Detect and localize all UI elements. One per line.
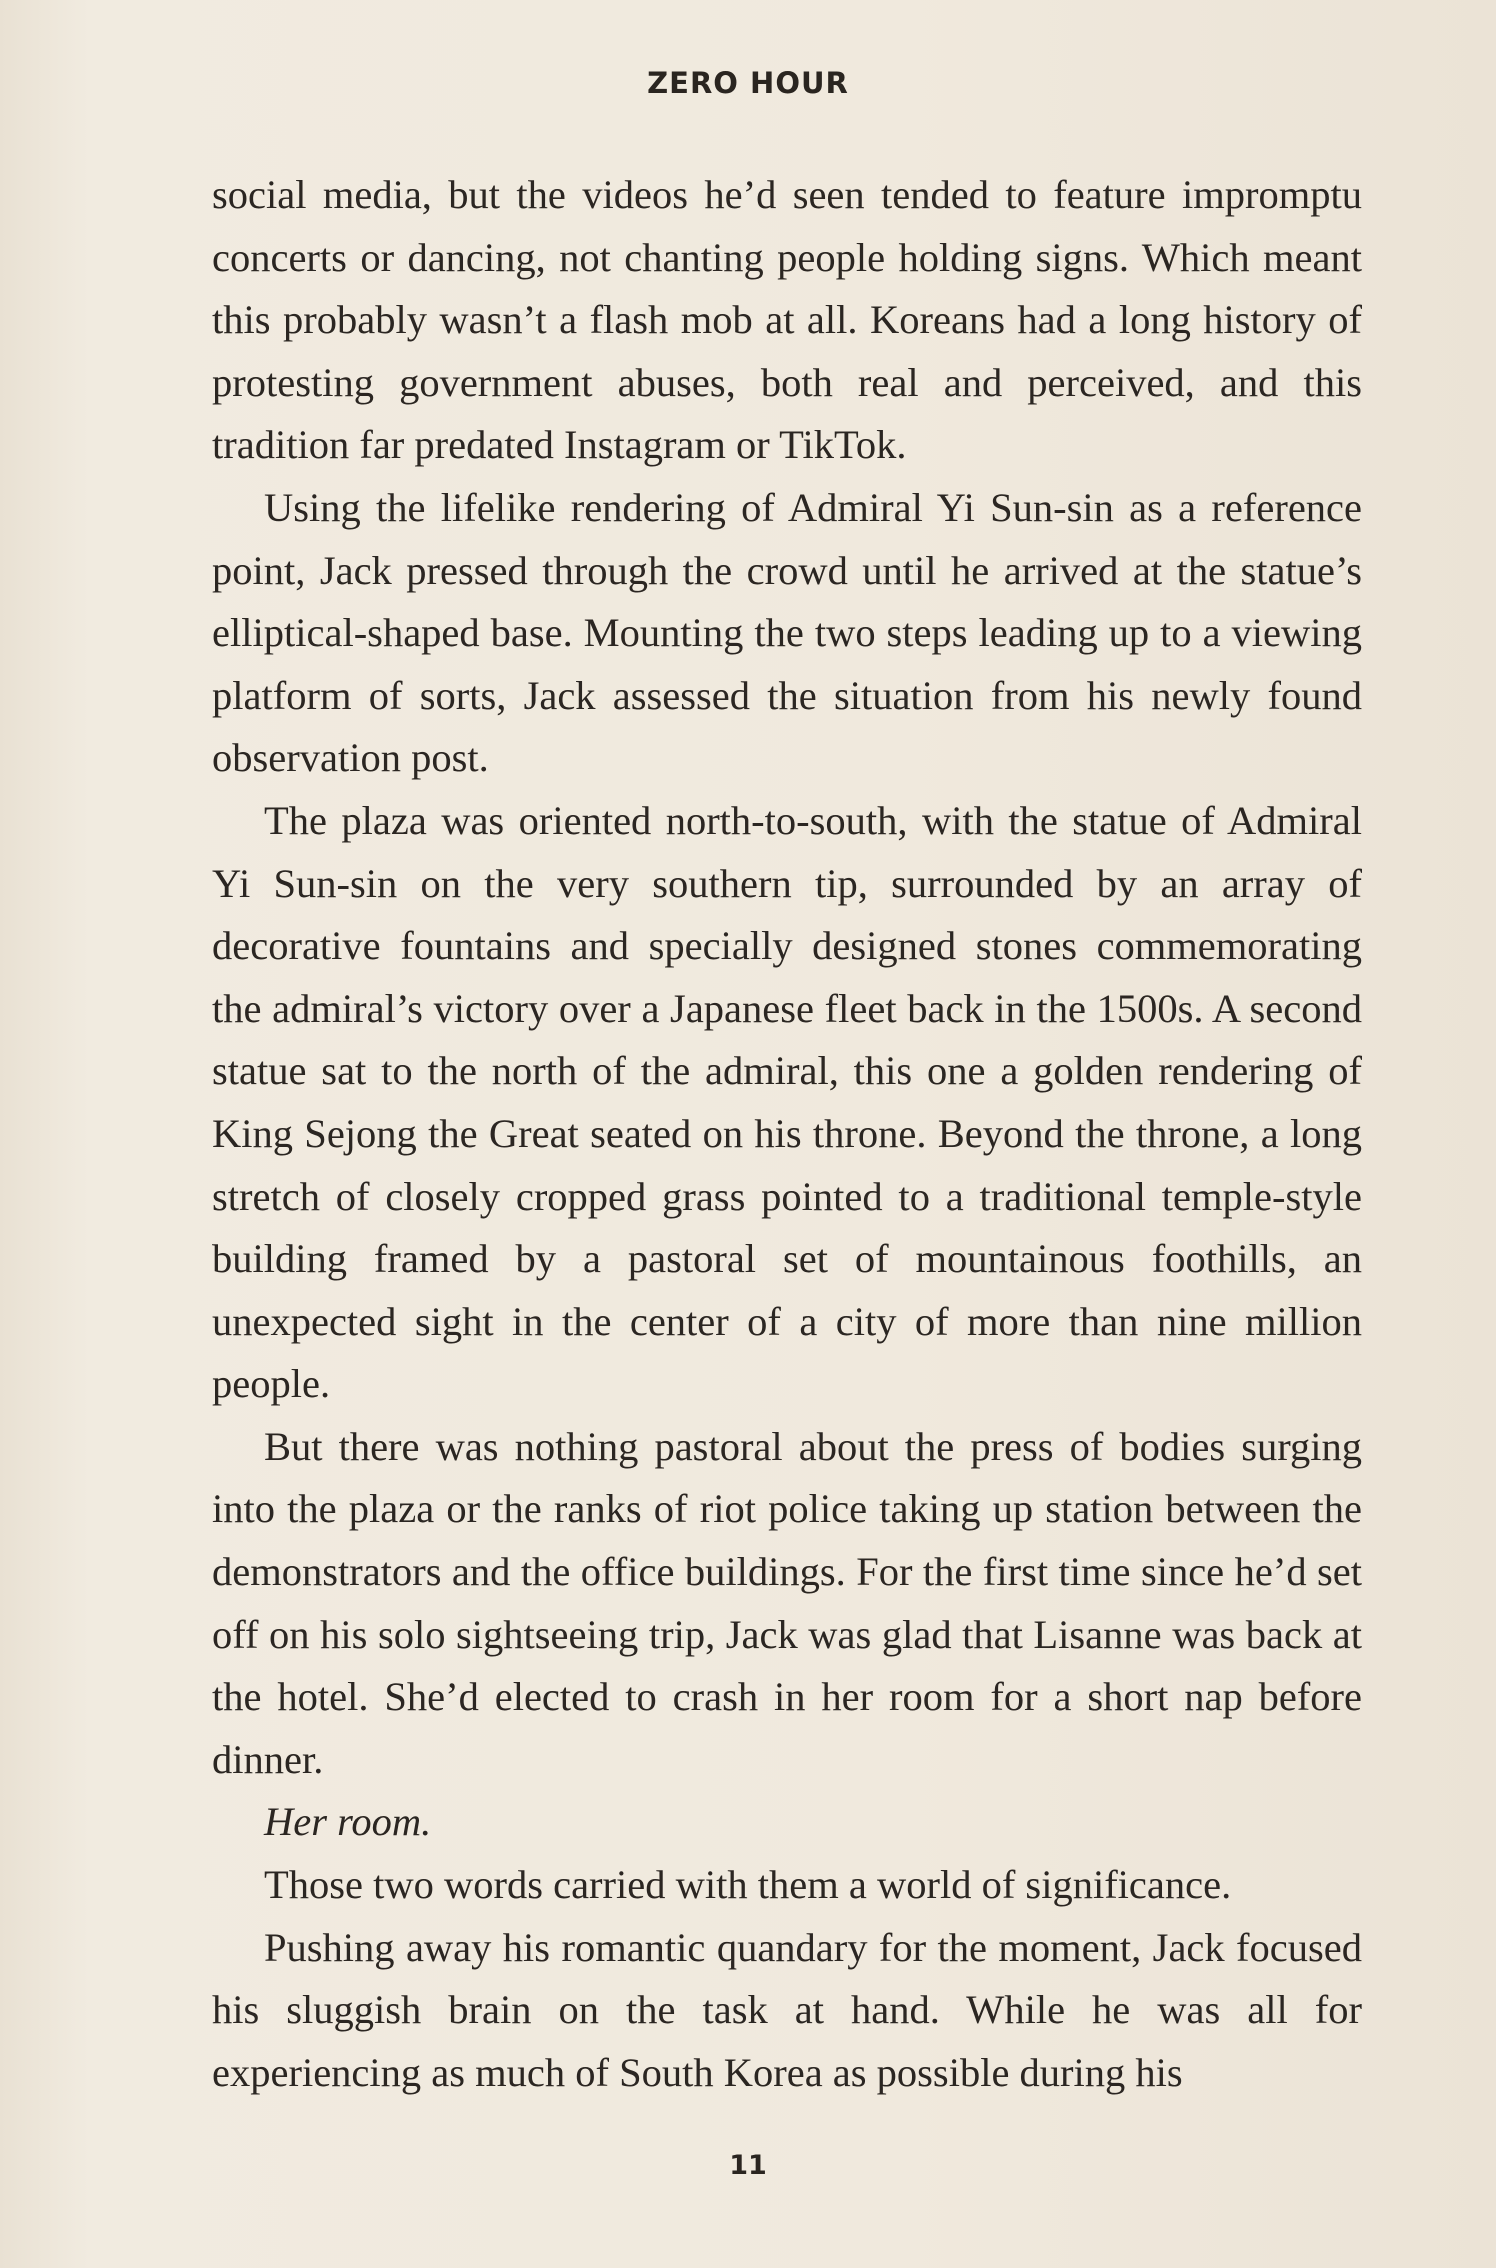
running-head: ZERO HOUR [647, 66, 849, 100]
page-number: 11 [729, 2150, 767, 2181]
paragraph-2: Using the lifelike rendering of Admiral Yi Sun-sin as a reference point, Jack pressed through the crowd until he arrived at the statue’s elliptical-shaped base. Mounting the two steps leading up to a viewing platform of sorts, Jack assessed the situation from his newly found observation post. [212, 484, 1362, 781]
italic-phrase: Her room. [264, 1799, 432, 1845]
paragraph-4: But there was nothing pastoral about the press of bodies surging into the plaza or the ranks of riot police taking up station between the demonstrators and the office buildings. For the first time since he’d set off on his solo sightseeing trip, Jack was glad that Lisanne was back at the hotel. She’d elected to crash in her room for a short nap before dinner. [212, 1423, 1362, 1782]
paragraph-5-italic [212, 1791, 1362, 1854]
paragraph-7: Pushing away his romantic quandary for the moment, Jack focused his sluggish brain on the task at hand. While he was all for experiencing as much of South Korea as possible during his [212, 1924, 1362, 2095]
paragraph-6: Those two words carried with them a world of significance. [264, 1862, 1232, 1908]
paragraph-1: social media, but the videos he’d seen tended to feature impromptu concerts or dancing, not chanting people holding signs. Which meant this probably wasn’t a flash mob at all. Koreans had a long history of protesting government abuses, both real and perceived, and this tradition far predated Instagram or TikTok. [212, 172, 1362, 468]
paragraph-3: The plaza was oriented north-to-south, with the statue of Admiral Yi Sun-sin on the very southern tip, surrounded by an array of decorative fountains and specially designed stones commemorating the admiral’s victory over a Japanese fleet back in the 1500s. A second statue sat to the north of the admiral, this one a golden rendering of King Sejong the Great seated on his throne. Beyond the throne, a long stretch of closely cropped grass pointed to a traditional temple-style building framed by a pastoral set of mountainous foothills, an unexpected sight in the center of a city of more than nine million people. [212, 797, 1362, 1407]
body-text [212, 164, 1362, 2104]
